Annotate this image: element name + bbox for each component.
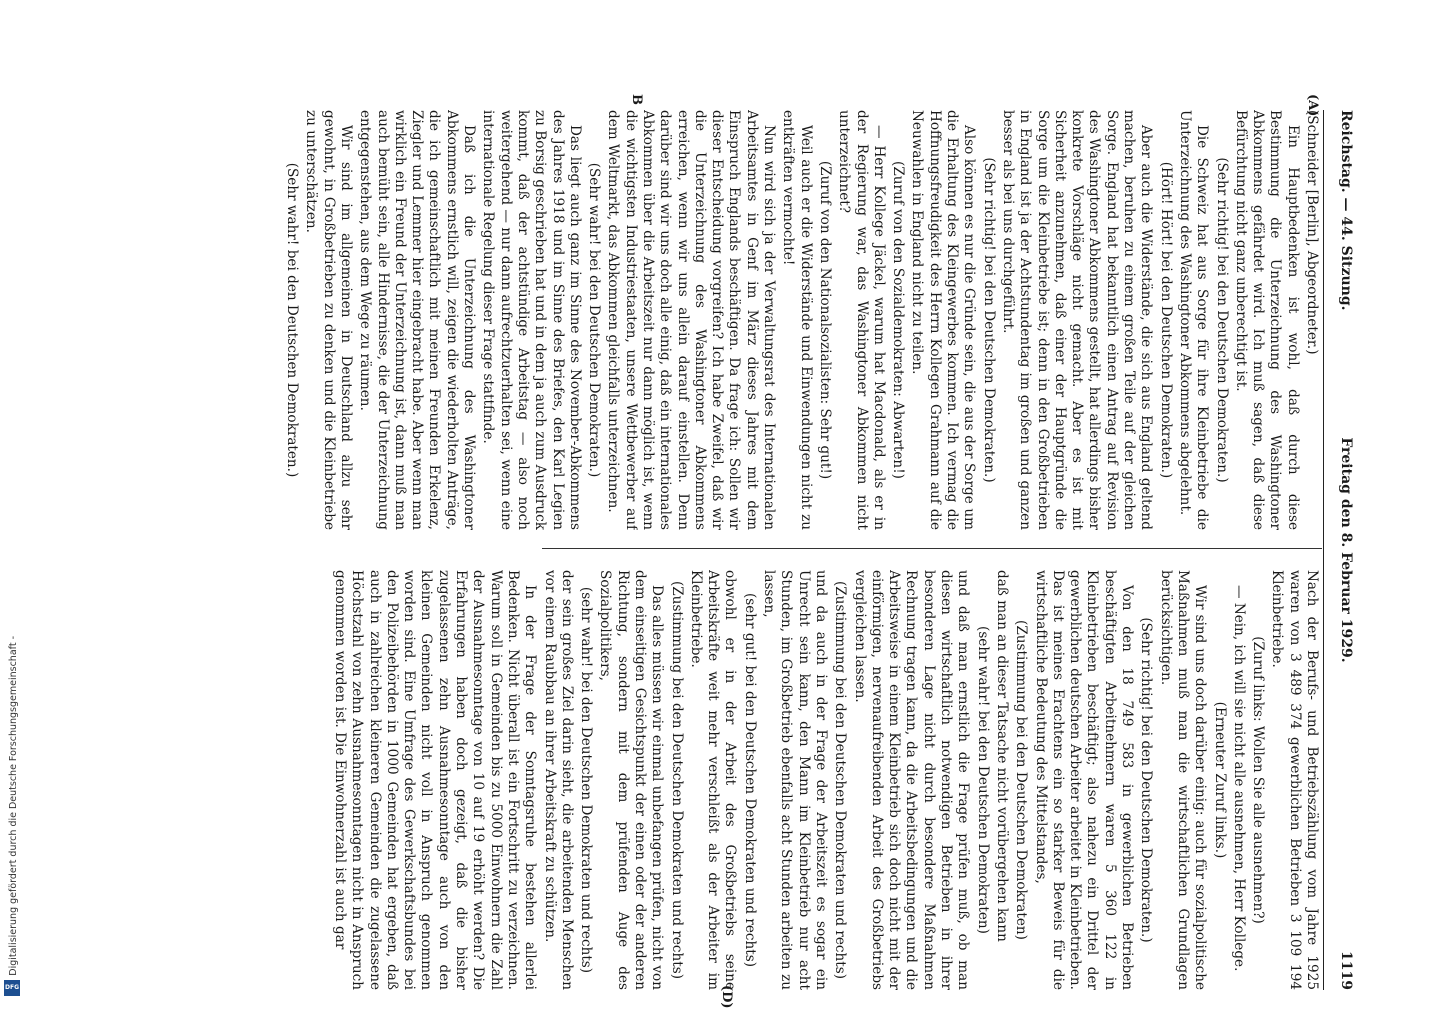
column-divider — [542, 548, 1322, 549]
paragraph: Das liegt auch ganz im Sinne des November-Abkommens des Jahres 1918 und im Sinne des Briefes, den Karl Legien zu Borsig geschrieben hat und in dem ja auch zum Ausdruck kommt, daß der achtstündige Arbeitstag — also noch weitergehend — nur dann aufrechtzuerhalten sei, wenn eine internationale Regelung dieser Frage stattfinde. — [480, 110, 583, 530]
paragraph: Weil auch er die Widerstände und Einwendungen nicht zu entkräften vermochte! — [780, 110, 814, 530]
dfg-logo-icon: DFG — [4, 980, 20, 996]
interjection: (Zustimmung bei den Deutschen Demokraten und rechts) — [668, 580, 685, 980]
paragraph: und da auch in der Frage der Arbeitszeit es sogar ein Unrecht sein kann, den Mann im Kleinbetrieb nur acht Stunden, im Großbetrieb ebenfalls acht Stunden arbeiten zu lassen, — [761, 570, 829, 990]
interjection: (Erneuter Zuruf links.) — [1211, 701, 1228, 859]
paragraph: Die Schweiz hat aus Sorge für ihre Kleinbetriebe die Unterzeichnung des Washingtoner Abkommens abgelehnt. — [1176, 110, 1211, 530]
paragraph: Daß ich die Unterzeichnung des Washingtoner Abkommens ernstlich will, zeigen die wiederholten Anträge, die ich gemeinschaftlich mit meinen Freunden Erkelenz, Ziegler und Lemmer hier eingebracht habe. Aber wenn man wirklich ein Freund der Unterzeichnung ist, dann muß man auch bemüht sein, alle Hindernisse, die der Unterzeichnung entgegenstehen, aus dem Wege zu räumen. — [357, 110, 478, 530]
interjection: (sehr wahr! bei den Deutschen Demokraten und rechts) — [578, 586, 595, 974]
page-header — [1328, 110, 1354, 990]
paragraph: Von den 18 749 583 in gewerblichen Betrieben beschäftigten Arbeitnehmern waren 5 360 122 in Kleinbetrieben beschäftigt; also nahezu ein Drittel der gewerblichen deutschen Arbeiter arbeitet in Kleinbetrieben. Das ist meines Erachtens ein so starker Beweis für die wirtschaftliche Bedeutung des Mittelstandes, — [1032, 570, 1136, 990]
header-rule — [1323, 110, 1324, 990]
paragraph: Das alles müssen wir einmal unbefangen prüfen, nicht von dem einseitigen Gesichtspunkt der einen oder der anderen Richtung, sondern mit dem prüfenden Auge des Sozialpolitikers, — [597, 570, 666, 990]
interjection: (Hört! Hört! bei den Deutschen Demokraten.) — [1157, 161, 1174, 479]
paragraph: und daß man ernstlich die Frage prüfen muß, ob man diesen wirtschaftlich notwendigen Betrieben in ihrer besonderen Lage nicht durch besondere Maßnahmen Rechnung tragen kann, da die Arbeitsbedingungen und die Arbeitsweise in einem Kleinbetrieb sich doch nicht mit der einförmigen, nervenaufreibenden Arbeit des Großbetriebs vergleichen lassen. — [851, 570, 972, 990]
left-column — [30, 110, 1320, 530]
digitization-footer — [0, 0, 40, 1000]
paragraph: Also können es nur die Gründe sein, die aus der Sorge um die Erhaltung des Kleingewerbes kommen. Ich vermag die Hoffnungsfreudigkeit des Herrn Kollegen Grahmann auf die Neuwahlen in England nicht zu teilen. — [909, 110, 978, 530]
page-number: 1119 — [1338, 951, 1354, 990]
paragraph: — Herr Kollege Jäckel, warum hat Macdonald, als er in der Regierung war, das Washingtoner Abkommen nicht unterzeichnet? — [836, 110, 887, 530]
interjection: (Sehr wahr! bei den Deutschen Demokraten.) — [586, 162, 603, 478]
interjection: (Zuruf von den Nationalsozialisten: Sehr gut!) — [816, 160, 833, 480]
interjection: (sehr gut! bei den Deutschen Demokraten und rechts) — [741, 592, 758, 968]
header-left: Reichstag. — 44. Sitzung. — [1338, 110, 1354, 311]
interjection: (Zustimmung bei den Deutschen Demokraten und rechts) — [832, 580, 849, 980]
paragraph: Aber auch die Widerstände, die sich aus England geltend machen, beruhen zu einem großen Teile auf der gleichen Sorge. England hat bekanntlich einen Antrag auf Revision des Washingtoner Abkommens gestellt, hat allerdings bisher konkrete Vorschläge nicht gemacht. Aber es ist mit Sicherheit anzunehmen, daß einer der Hauptgründe die Sorge um die Kleinbetriebe ist; denn in den Großbetrieben in England ist ja der Achtstundentag im großen und ganzen besser als bei uns durchgeführt. — [999, 110, 1155, 530]
interjection: (Sehr wahr! bei den Deutschen Demokraten.) — [284, 162, 301, 478]
header-center: Freitag den 8. Februar 1929. — [1338, 437, 1354, 663]
right-column — [30, 570, 1320, 990]
interjection: (Sehr richtig! bei den Deutschen Demokraten.) — [1213, 157, 1230, 483]
paragraph: Nun wird sich ja der Verwaltungsrat des Internationalen Arbeitsamtes in Genf im März dieses Jahres mit dem Einspruch Englands beschäftigen. Da frage ich: Sollen wir dieser Entscheidung vorgreifen? Ich habe Zweifel, daß wir die Unterzeichnung des Washingtoner Abkommens erreichen, wenn wir uns allein darauf einstellen. Denn darüber sind wir uns doch alle einig, daß ein internationales Abkommen über die Arbeitszeit nur dann möglich ist, wenn die wichtigsten Industriestaaten, unsere Wettbewerber auf dem Weltmarkt, das Abkommen gleichfalls unterzeichnen. — [605, 110, 778, 530]
interjection: (Sehr richtig! bei den Deutschen Demokraten.) — [1138, 617, 1155, 943]
interjection: (Zustimmung bei den Deutschen Demokraten) — [1013, 620, 1030, 940]
footer-credit: Digitalisierung gefördert durch die Deutsche Forschungsgemeinschaft - — [8, 636, 19, 976]
margin-mark-d: (D) — [719, 985, 734, 1009]
interjection: (Zuruf links: Wollen Sie alle ausnehmen?) — [1250, 636, 1267, 924]
margin-mark-b: B — [629, 94, 644, 105]
paragraph: Wir sind uns doch darüber einig: auch für sozialpolitische Maßnahmen muß man die wirtschaftlichen Grundlagen berücksichtigen. — [1157, 570, 1209, 990]
paragraph: — Nein, ich will sie nicht alle ausnehmen, Herr Kollege. — [1230, 584, 1247, 972]
paragraph: In der Frage der Sonntagsruhe bestehen allerlei Bedenken. Nicht überall ist ein Fortschritt zu verzeichnen. Warum soll in Gemeinden bis zu 5000 Einwohnern die Zahl der Ausnahmesonntage von 10 auf 19 erhöht werden? Die Erfahrungen haben doch gezeigt, daß die bisher zugelassenen zehn Ausnahmesonntage auch von den kleinen Gemeinden nicht voll in Anspruch genommen worden sind. Eine Umfrage des Gewerkschaftsbundes bei den Polizeibehörden in 1000 Gemeinden hat ergeben, daß auch in zahlreichen kleineren Gemeinden die zugelassene Höchstzahl von zehn Ausnahmesonntagen nicht in Anspruch genommen worden ist. Die Einwohnerzahl ist auch gar — [331, 570, 539, 990]
paragraph: daß man an dieser Tatsache nicht vorübergehen kann — [993, 570, 1010, 942]
paragraph: (Schneider [Berlin], Abgeordneter.) — [1304, 110, 1320, 355]
interjection: (Sehr richtig! bei den Deutschen Demokraten.) — [980, 157, 997, 483]
paragraph: Nach der Berufs- und Betriebszählung vom Jahre 1925 waren von 3 489 374 gewerblichen Betrieben 3 109 194 Kleinbetriebe. — [1269, 570, 1320, 990]
margin-mark-a: (A) — [1305, 94, 1320, 117]
interjection: (Zuruf von den Sozialdemokraten: Abwarten!) — [890, 161, 907, 479]
paragraph: Wir sind im allgemeinen in Deutschland allzu sehr gewohnt, in Großbetrieben zu denken und die Kleinbetriebe zu unterschätzen. — [303, 110, 354, 530]
paragraph: Ein Hauptbedenken ist wohl, daß durch diese Bestimmung die Unterzeichnung des Washingtoner Abkommens gefährdet wird. Ich muß sagen, daß diese Befürchtung nicht ganz unberechtigt ist. — [1232, 110, 1301, 530]
paragraph: obwohl er in der Arbeit des Großbetriebs seine Arbeitskräfte weit mehr verschleißt als der Arbeiter im Kleinbetriebe. — [687, 570, 739, 990]
interjection: (sehr wahr! bei den Deutschen Demokraten) — [974, 626, 991, 934]
paragraph: der sein großes Ziel darin sieht, die arbeitenden Menschen vor einem Raubbau an ihrer Arbeitskraft zu schützen. — [541, 570, 575, 990]
